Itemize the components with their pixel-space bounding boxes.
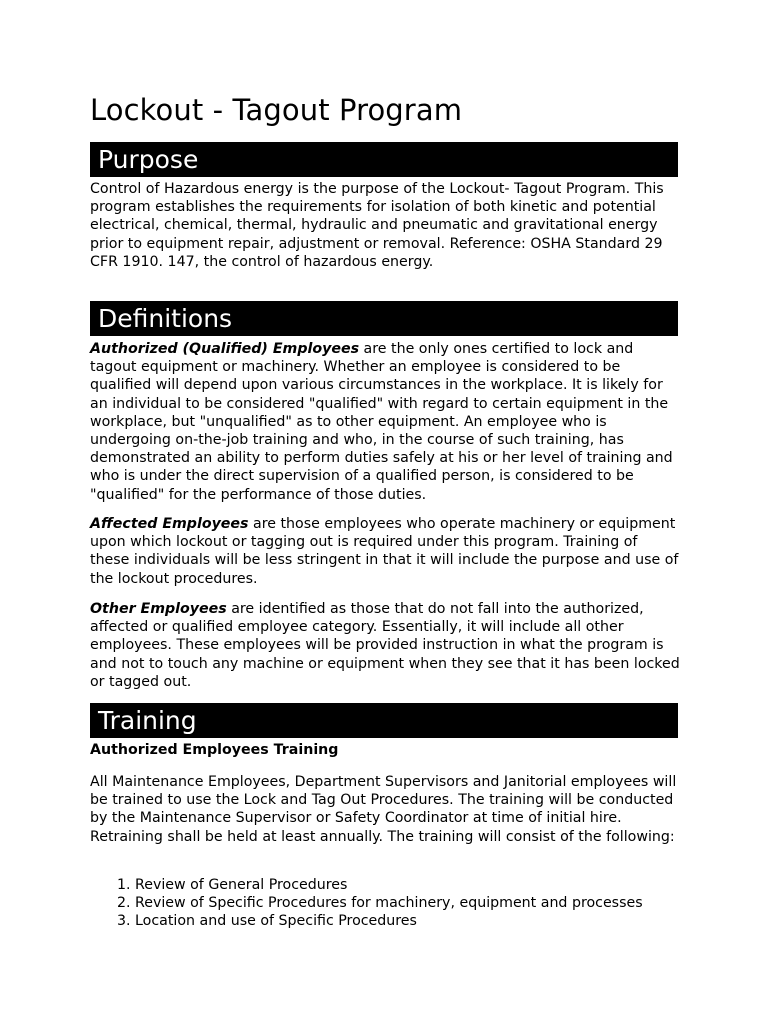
document-title: Lockout - Tagout Program [90,93,463,127]
definition-affected [90,515,680,588]
definition-text-affected: are those employees who operate machinery or equipment upon which lockout or tagging out is required under this program. Training of these individuals will be less stringent in that it will include the purpose and use of the lockout procedures. [90,516,679,587]
training-subheading: Authorized Employees Training [90,742,339,758]
purpose-heading: Purpose [90,142,678,177]
definition-other [90,600,680,691]
definition-text-authorized: are the only ones certified to lock and tagout equipment or machinery. Whether an employee is considered to be qualified will depend upon various circumstances in the workplace. It is likely for an individual to be considered "qualified" with regard to certain equipment in the workplace, but "unqualified" as to other equipment. An employee who is undergoing on-the-job training and who, in the course of such training, has demonstrated an ability to perform duties safely at his or her level of training and who is under the direct supervision of a qualified person, is considered to be "qualified" for the performance of those duties. [90,341,673,503]
list-item: 2. Review of Specific Procedures for machinery, equipment and processes [135,894,735,912]
definition-term-affected: Affected Employees [90,516,249,532]
definition-term-authorized: Authorized (Qualified) Employees [90,341,360,357]
definition-term-other: Other Employees [90,601,227,617]
training-list [90,876,735,931]
list-item: 3. Location and use of Specific Procedures [135,912,735,930]
definition-text-other: are identified as those that do not fall into the authorized, affected or qualified employee category. Essentially, it will include all other employees. These employees will be provided instruction in what the program is and not to touch any machine or equipment when they see that it has been locked or tagged out. [90,601,680,690]
training-heading: Training [90,703,678,738]
definitions-heading: Definitions [90,301,678,336]
definition-authorized [90,340,680,504]
list-item: 1. Review of General Procedures [135,876,735,894]
training-paragraph: All Maintenance Employees, Department Supervisors and Janitorial employees will be trained to use the Lock and Tag Out Procedures. The training will be conducted by the Maintenance Supervisor or Safety Coordinator at time of initial hire. Retraining shall be held at least annually. The training will consist of the following: [90,774,677,845]
purpose-paragraph: Control of Hazardous energy is the purpose of the Lockout- Tagout Program. This program establishes the requirements for isolation of both kinetic and potential electrical, chemical, thermal, hydraulic and pneumatic and gravitational energy prior to equipment repair, adjustment or removal. Reference: OSHA Standard 29 CFR 1910. 147, the control of hazardous energy. [90,181,664,270]
